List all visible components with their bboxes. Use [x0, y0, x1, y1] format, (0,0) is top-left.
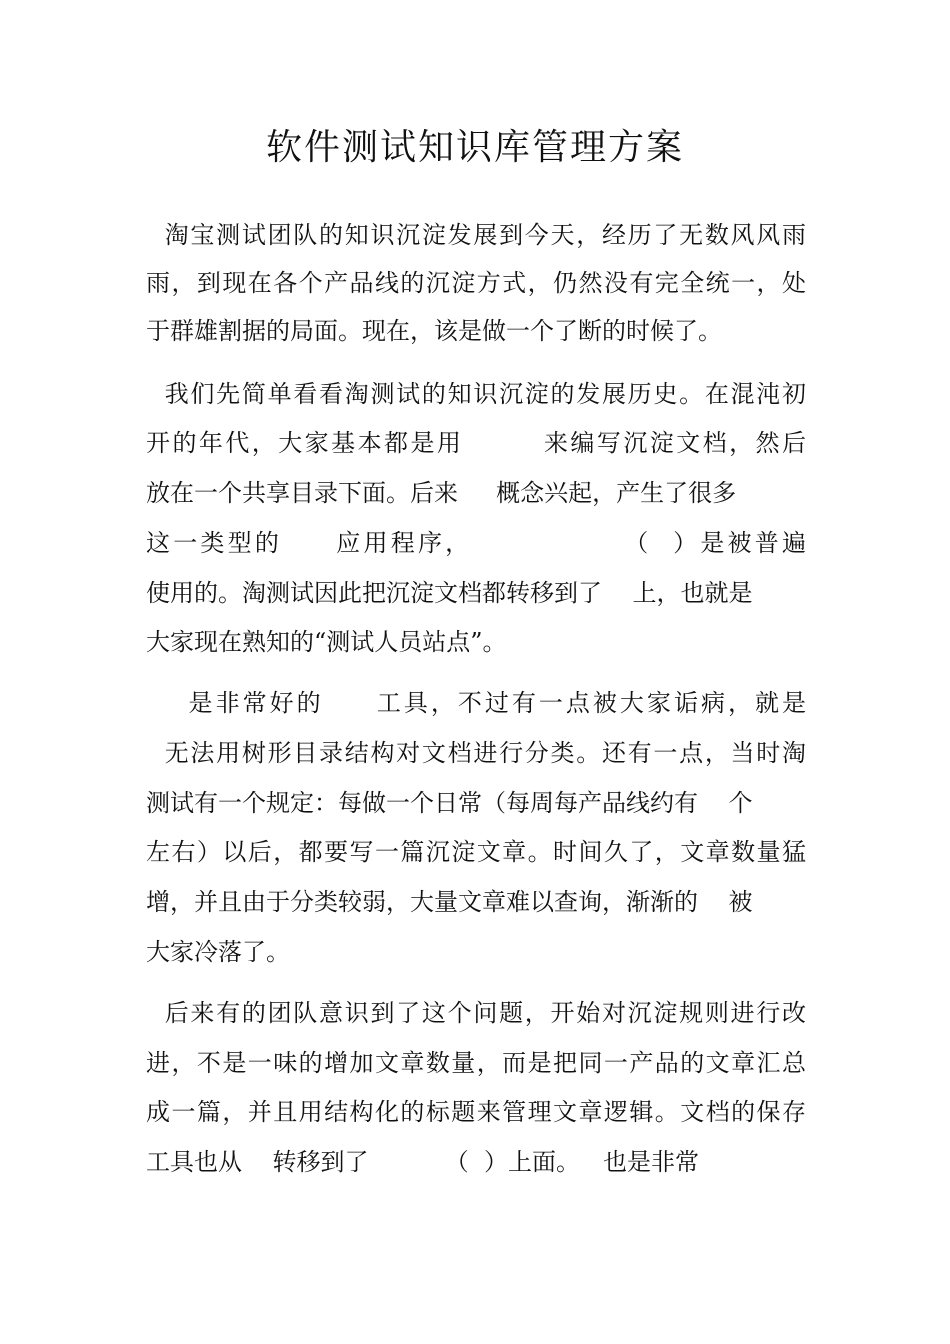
text-line: 雨，到现在各个产品线的沉淀方式，仍然没有完全统一，处: [146, 269, 806, 297]
text-line: 工具也从 转移到了 （ ）上面。 也是非常: [146, 1148, 699, 1176]
text-line: 大家现在熟知的“测试人员站点”。: [146, 628, 507, 656]
text-line: 测试有一个规定：每做一个日常（每周每产品线约有 个: [146, 789, 753, 817]
text-line: 使用的。淘测试因此把沉淀文档都转移到了 上，也就是: [146, 579, 753, 607]
text-line: 是非常好的 工具，不过有一点被大家诟病，就是: [146, 689, 806, 717]
text-line: 这一类型的 应用程序， （ ）是被普遍: [146, 529, 806, 557]
text-line: 大家冷落了。: [146, 938, 290, 966]
text-line: 于群雄割据的局面。现在，该是做一个了断的时候了。: [146, 317, 722, 345]
text-line: 进，不是一味的增加文章数量，而是把同一产品的文章汇总: [146, 1049, 806, 1077]
text-line: 左右）以后，都要写一篇沉淀文章。时间久了，文章数量猛: [146, 838, 806, 866]
text-line: 成一篇，并且用结构化的标题来管理文章逻辑。文档的保存: [146, 1098, 806, 1126]
page-title: 软件测试知识库管理方案: [265, 127, 684, 168]
text-line: 后来有的团队意识到了这个问题，开始对沉淀规则进行改: [146, 999, 806, 1027]
text-line: 放在一个共享目录下面。后来 概念兴起，产生了很多: [146, 479, 737, 507]
text-line: 我们先简单看看淘测试的知识沉淀的发展历史。在混沌初: [146, 380, 806, 408]
text-line: 无法用树形目录结构对文档进行分类。还有一点，当时淘: [146, 739, 806, 767]
text-line: 淘宝测试团队的知识沉淀发展到今天，经历了无数风风雨: [146, 221, 806, 249]
text-line: 开的年代，大家基本都是用 来编写沉淀文档，然后: [146, 429, 806, 457]
text-line: 增，并且由于分类较弱，大量文章难以查询，渐渐的 被: [146, 888, 753, 916]
